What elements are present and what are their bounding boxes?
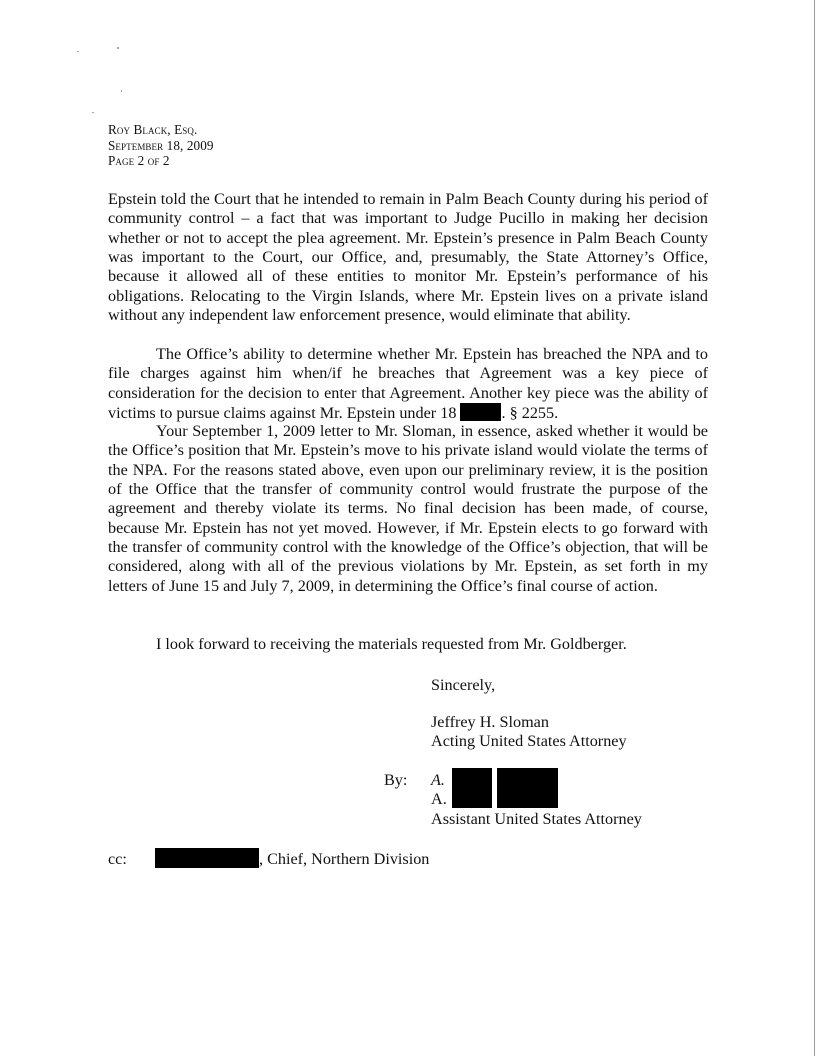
- paragraph-2-text-end: . § 2255.: [501, 404, 559, 423]
- signer-name: Jeffrey H. Sloman: [431, 713, 549, 731]
- by-title: Assistant United States Attorney: [431, 809, 642, 828]
- scan-speck: [121, 90, 122, 92]
- signer-title: Acting United States Attorney: [431, 732, 627, 751]
- signer-block: [431, 713, 627, 752]
- body-paragraph-4: I look forward to receiving the materials requested from Mr. Goldberger.: [156, 635, 627, 653]
- closing-salutation: Sincerely,: [431, 676, 496, 694]
- scan-speck: [77, 51, 79, 52]
- header-recipient: Roy Black, Esq.: [108, 122, 198, 137]
- body-paragraph-1: Epstein told the Court that he intended to remain in Palm Beach County during his period of community control – a fact that was important to Judge Pucillo in making her decision whether or not to accept the plea agreement. Mr. Epstein’s presence in Palm Beach County was important to the Court, our Office, and, presumably, the State Attorney’s Office, because it allowed all of these entities to monitor Mr. Epstein’s performance of his obligations. Relocating to the Virgin Islands, where Mr. Epstein lives on a private island without any independent law enforcement presence, would eliminate that ability.: [108, 190, 708, 325]
- body-paragraph-3: Your September 1, 2009 letter to Mr. Sloman, in essence, asked whether it would be the Office’s position that Mr. Epstein’s move to his private island would violate the terms of the NPA. For the reasons stated above, even upon our preliminary review, it is the position of the Office that the transfer of community control would frustrate the purpose of the agreement and thereby violate its terms. No final decision has been made, of course, because Mr. Epstein has not yet moved. However, if Mr. Epstein elects to go forward with the transfer of community control with the knowledge of the Office’s objection, that will be considered, along with all of the previous violations by Mr. Epstein, as set forth in my letters of June 15 and July 7, 2009, in determining the Office’s final course of action.: [108, 422, 708, 595]
- cc-text: , Chief, Northern Division: [259, 850, 430, 868]
- body-paragraph-2: [108, 345, 708, 423]
- scan-speck: [117, 47, 119, 49]
- signature-redaction: [452, 768, 558, 808]
- header-page-number: Page 2 of 2: [108, 153, 170, 168]
- letter-header: [108, 122, 408, 169]
- page-edge-line: [814, 0, 815, 1056]
- scan-speck: [92, 112, 94, 113]
- header-date: September 18, 2009: [108, 137, 214, 153]
- by-typed-name: A.: [431, 790, 447, 809]
- cc-line: [155, 848, 429, 869]
- redaction-block: [497, 768, 558, 808]
- redaction-block: [452, 768, 492, 808]
- paragraph-2-text: The Office’s ability to determine whether Mr. Epstein has breached the NPA and to file charges against him when/if he breaches that Agreement was a key piece of consideration for the decision to enter that Agreement. Another key piece was the ability of victims to pursue claims against Mr. Epstein under 18: [108, 345, 708, 423]
- redaction-block: [155, 848, 259, 868]
- redaction-block: [460, 403, 501, 421]
- by-label: By:: [384, 771, 408, 789]
- by-signature: A.: [431, 771, 445, 789]
- cc-label: cc:: [108, 850, 127, 868]
